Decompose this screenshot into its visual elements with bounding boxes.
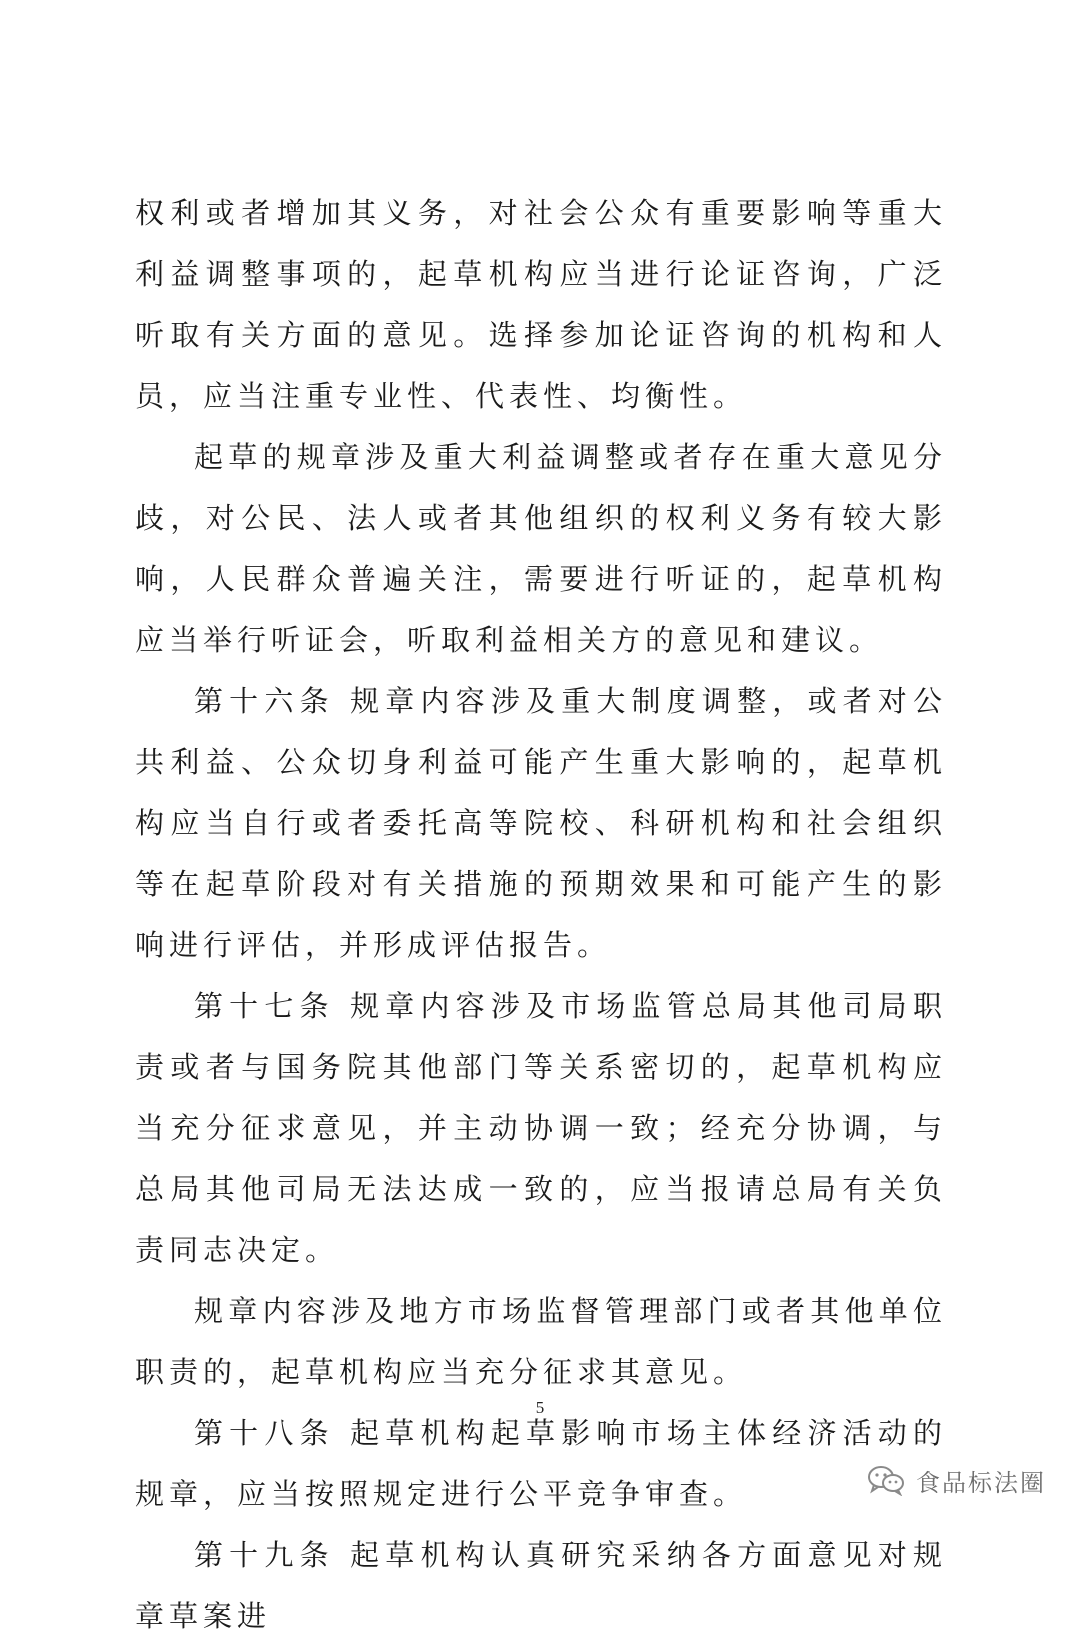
- paragraph: 规章内容涉及地方市场监督管理部门或者其他单位职责的，起草机构应当充分征求其意见。: [135, 1294, 947, 1389]
- wechat-icon: [866, 1464, 906, 1496]
- watermark: [866, 1460, 1046, 1500]
- page-number: 5: [535, 1398, 545, 1417]
- paragraph: 第十六条 规章内容涉及重大制度调整，或者对公共利益、公众切身利益可能产生重大影响的，起草机构应当自行或者委托高等院校、科研机构和社会组织等在起草阶段对有关措施的预期效果和可能产生的影响进行评估，并形成评估报告。: [135, 684, 947, 962]
- paragraph: 权利或者增加其义务，对社会公众有重要影响等重大利益调整事项的，起草机构应当进行论证咨询，广泛听取有关方面的意见。选择参加论证咨询的机构和人员，应当注重专业性、代表性、均衡性。: [135, 196, 947, 413]
- paragraph: 第十七条 规章内容涉及市场监管总局其他司局职责或者与国务院其他部门等关系密切的，起草机构应当充分征求意见，并主动协调一致；经充分协调，与总局其他司局无法达成一致的，应当报请总局有关负责同志决定。: [135, 989, 947, 1267]
- paragraph: 第十九条 起草机构认真研究采纳各方面意见对规章草案进: [135, 1538, 947, 1633]
- paragraph: 起草的规章涉及重大利益调整或者存在重大意见分歧，对公民、法人或者其他组织的权利义务有较大影响，人民群众普遍关注，需要进行听证的，起草机构应当举行听证会，听取利益相关方的意见和建议。: [135, 440, 947, 657]
- watermark-label: 食品标法圈: [916, 1468, 1046, 1497]
- paragraph: 第十八条 起草机构起草影响市场主体经济活动的规章，应当按照规定进行公平竞争审查。: [135, 1416, 947, 1511]
- document-body: [135, 183, 947, 1647]
